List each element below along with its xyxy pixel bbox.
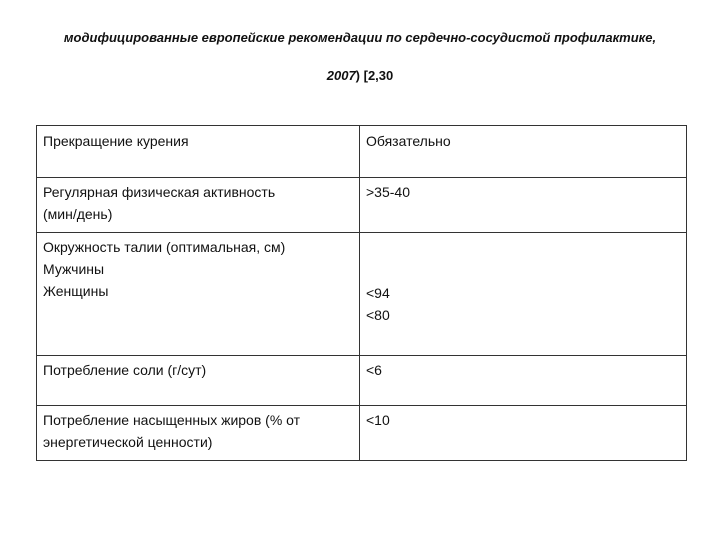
row-label-smoking: Прекращение курения [37, 126, 360, 178]
label-line: Окружность талии (оптимальная, см) [43, 239, 286, 255]
row-label-activity [37, 178, 360, 233]
row-value-smoking: Обязательно [360, 126, 687, 178]
row-label-fats [37, 406, 360, 461]
value-line-men: <94 [366, 285, 390, 301]
label-line: Потребление насыщенных жиров (% от [43, 412, 301, 428]
row-label-waist [37, 233, 360, 356]
value-line-women: <80 [366, 307, 390, 323]
row-value-salt: <6 [360, 356, 687, 406]
table-row [37, 356, 687, 406]
label-line: Регулярная физическая активность [43, 184, 276, 200]
row-value-fats: <10 [360, 406, 687, 461]
table-row [37, 126, 687, 178]
recommendations-table [36, 125, 687, 461]
table-row [37, 178, 687, 233]
heading-reference: ) [2,30 [355, 68, 394, 83]
label-line: Мужчины [43, 261, 105, 277]
row-value-activity: >35-40 [360, 178, 687, 233]
table-row [37, 233, 687, 356]
label-line: (мин/день) [43, 206, 113, 222]
row-value-waist [360, 233, 687, 356]
heading-year: 2007 [326, 68, 356, 83]
heading-title: модифицированные европейские рекомендации по сердечно-сосудистой профилактике, [63, 30, 657, 45]
label-line: энергетической ценности) [43, 434, 213, 450]
label-line: Женщины [43, 283, 109, 299]
heading-citation [0, 68, 720, 83]
row-label-salt: Потребление соли (г/сут) [37, 356, 360, 406]
table-row [37, 406, 687, 461]
